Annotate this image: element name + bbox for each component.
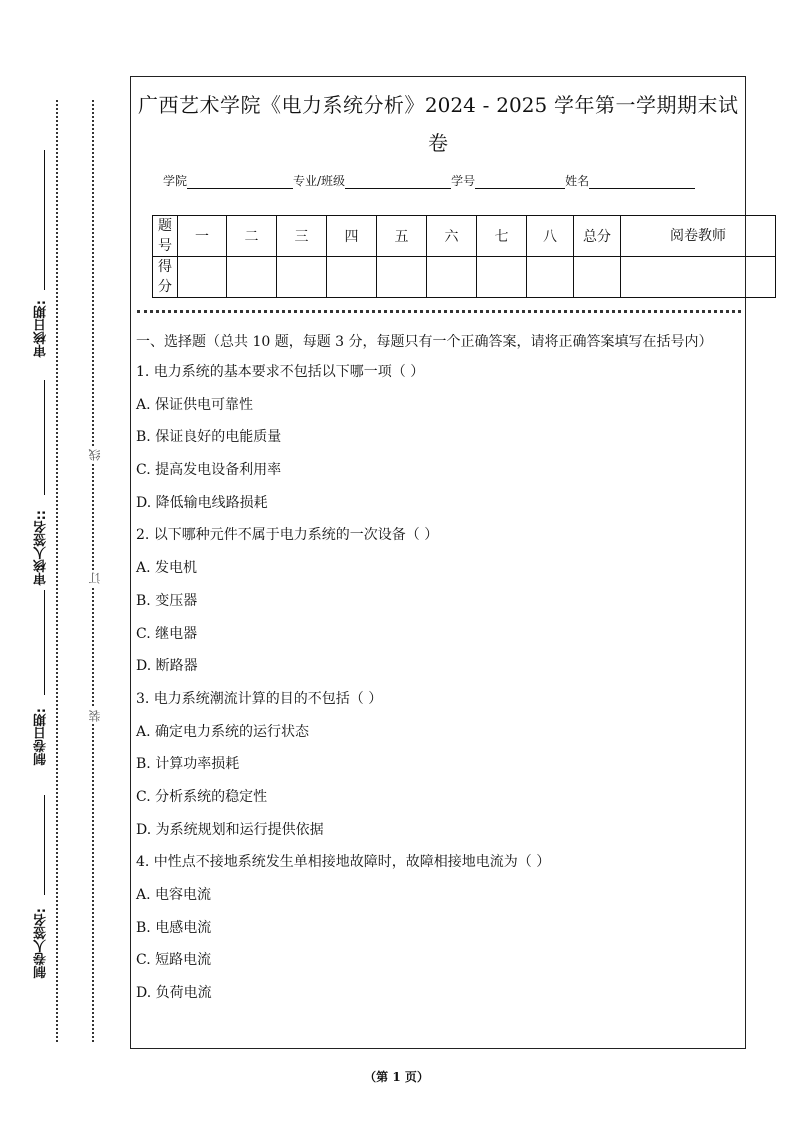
section-heading: 一、选择题（总共 10 题，每题 3 分，每题只有一个正确答案，请将正确答案填写在括号内） (136, 334, 713, 350)
header-cell: 五 (377, 216, 427, 257)
separator-dotted-line (137, 310, 741, 313)
make-date-label: 制卷日期: (34, 708, 49, 766)
header-cell: 总分 (574, 216, 621, 257)
binding-char-zhuang: 装 (88, 710, 102, 722)
question-2: 2. 以下哪种元件不属于电力系统的一次设备（ ） (136, 527, 439, 544)
header-cell: 二 (227, 216, 277, 257)
header-cell: 八 (527, 216, 574, 257)
binding-char-ding: 订 (88, 572, 102, 584)
name-field[interactable] (589, 174, 695, 189)
question-3-option: D. 为系统规划和运行提供依据 (136, 821, 324, 838)
question-4-option: C. 短路电流 (136, 952, 212, 969)
score-row-label: 得分 (153, 257, 178, 298)
reviewer-signature-label: 审核人签名:: (34, 510, 49, 586)
review-date-label: 审核日期: (34, 300, 49, 358)
score-table-header (153, 216, 776, 257)
major-field[interactable] (345, 174, 451, 189)
maker-signature-label: 制卷人签名: (34, 908, 49, 979)
question-1-option: D. 降低输电线路损耗 (136, 494, 268, 511)
score-cell[interactable] (377, 257, 427, 298)
page-number: （第 1 页） (364, 1070, 429, 1084)
header-cell: 六 (427, 216, 477, 257)
question-2-option: A. 发电机 (136, 560, 198, 577)
question-1: 1. 电力系统的基本要求不包括以下哪一项（ ） (136, 364, 425, 380)
header-cell: 三 (277, 216, 327, 257)
student-info (163, 172, 695, 189)
header-cell: 七 (477, 216, 527, 257)
binding-char-xian: 线 (88, 449, 102, 461)
header-cell: 题号 (153, 216, 178, 257)
score-cell[interactable] (574, 257, 621, 298)
question-1-option: A. 保证供电可靠性 (136, 396, 254, 413)
make-date-line (44, 590, 45, 695)
name-label: 姓名 (565, 174, 590, 188)
student-id-field[interactable] (475, 174, 565, 189)
score-cell[interactable] (427, 257, 477, 298)
page-title: 广西艺术学院《电力系统分析》2024 - 2025 学年第一学期期末试卷 (138, 93, 738, 155)
score-cell[interactable] (477, 257, 527, 298)
header-cell: 四 (327, 216, 377, 257)
score-cell[interactable] (178, 257, 227, 298)
question-4-option: D. 负荷电流 (136, 985, 212, 1002)
college-field[interactable] (187, 174, 293, 189)
question-1-option: C. 提高发电设备利用率 (136, 462, 282, 479)
binding-dotted-line-outer (56, 100, 58, 1042)
question-3-option: B. 计算功率损耗 (136, 756, 240, 773)
college-label: 学院 (163, 174, 188, 188)
score-cell[interactable] (621, 257, 776, 298)
question-2-option: B. 变压器 (136, 592, 198, 609)
question-3: 3. 电力系统潮流计算的目的不包括（ ） (136, 690, 383, 707)
header-cell: 一 (178, 216, 227, 257)
question-2-option: D. 断路器 (136, 658, 198, 675)
score-cell[interactable] (327, 257, 377, 298)
exam-content (136, 330, 740, 1014)
score-table (152, 215, 776, 298)
question-4: 4. 中性点不接地系统发生单相接地故障时，故障相接地电流为（ ） (136, 854, 551, 871)
question-1-option: B. 保证良好的电能质量 (136, 429, 282, 446)
question-3-option: A. 确定电力系统的运行状态 (136, 723, 310, 740)
question-4-option: A. 电容电流 (136, 887, 212, 903)
id-label: 学号 (451, 174, 476, 188)
reviewer-signature-line (44, 380, 45, 495)
major-label: 专业/班级 (293, 174, 346, 188)
score-cell[interactable] (527, 257, 574, 298)
header-cell: 阅卷教师 (621, 216, 776, 257)
score-row (153, 257, 776, 298)
score-cell[interactable] (277, 257, 327, 298)
question-2-option: C. 继电器 (136, 625, 198, 642)
question-3-option: C. 分析系统的稳定性 (136, 788, 268, 805)
review-date-line (44, 150, 45, 290)
score-cell[interactable] (227, 257, 277, 298)
question-4-option: B. 电感电流 (136, 919, 212, 936)
maker-signature-line (44, 795, 45, 895)
